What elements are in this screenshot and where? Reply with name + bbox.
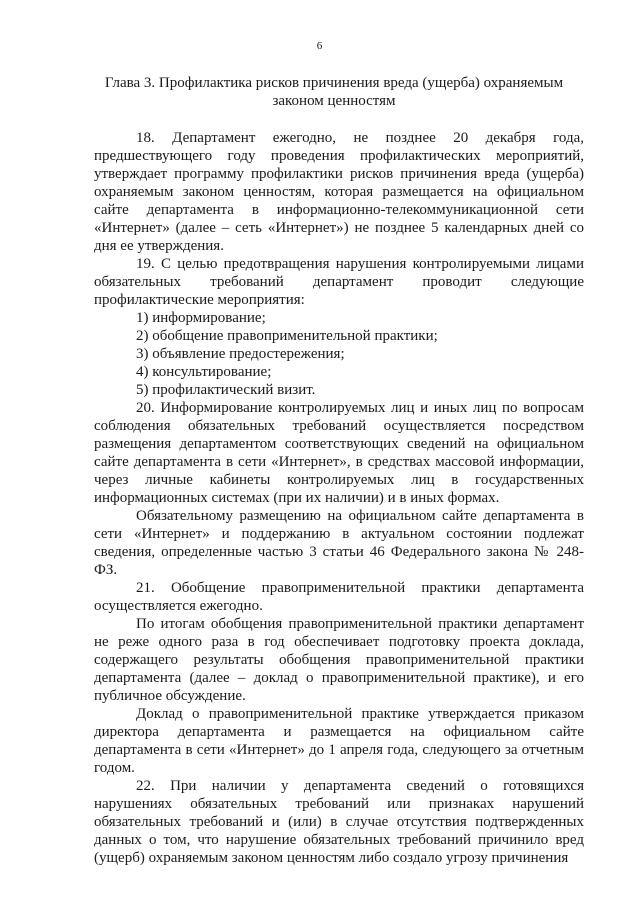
- page-number: 6: [316, 40, 323, 52]
- paragraph-22: 22. При наличии у департамента сведений о готовящихся нарушениях обязательных требований или признаках нарушений обязательных требований и (или) в случае отсутствия подтвержденных данных о том, что нарушение обязательных требований причинило вред (ущерб) охраняемым законом ценностям либо создало угрозу причинения: [94, 778, 584, 866]
- chapter-title: Глава 3. Профилактика рисков причинения вреда (ущерба) охраняемым законом ценностям: [104, 75, 564, 109]
- paragraph-20: 20. Информирование контролируемых лиц и иных лиц по вопросам соблюдения обязательных требований осуществляется посредством размещения департаментом соответствующих сведений на официальном сайте департамента в сети «Интернет», в средствах массовой информации, через личные кабинеты контролируемых лиц в государственных информационных системах (при их наличии) и в иных формах.: [94, 400, 584, 506]
- list-item: 5) профилактический визит.: [136, 382, 316, 398]
- list-item: 4) консультирование;: [136, 364, 272, 380]
- paragraph-21-report-preparation: По итогам обобщения правоприменительной практики департамент не реже одного раза в год обеспечивает подготовку проекта доклада, содержащего результаты обобщения правоприменительной практики департамента (далее – доклад о правоприменительной практике), и его публичное обсуждение.: [94, 616, 584, 704]
- paragraph-20-mandatory-publication: Обязательному размещению на официальном сайте департамента в сети «Интернет» и поддержанию в актуальном состоянии подлежат сведения, определенные частью 3 статьи 46 Федерального закона № 248-ФЗ.: [94, 508, 584, 578]
- preventive-measures-list: [94, 309, 584, 399]
- paragraph-18: 18. Департамент ежегодно, не позднее 20 декабря года, предшествующего году проведения профилактических мероприятий, утверждает программу профилактики рисков причинения вреда (ущерба) охраняемым законом ценностям, которая размещается на официальном сайте департамента в информационно-телекоммуникационной сети «Интернет» (далее – сеть «Интернет») не позднее 5 календарных дней со дня ее утверждения.: [94, 130, 584, 254]
- list-item: 2) обобщение правоприменительной практики;: [136, 328, 438, 344]
- paragraph-19: 19. С целью предотвращения нарушения контролируемыми лицами обязательных требований департамент проводит следующие профилактические мероприятия:: [94, 256, 584, 308]
- list-item: 3) объявление предостережения;: [136, 346, 345, 362]
- list-item: 1) информирование;: [136, 310, 266, 326]
- paragraph-21-report-approval: Доклад о правоприменительной практике утверждается приказом директора департамента и размещается на официальном сайте департамента в сети «Интернет» до 1 апреля года, следующего за отчетным годом.: [94, 706, 584, 776]
- document-body: [94, 129, 584, 867]
- paragraph-21: 21. Обобщение правоприменительной практики департамента осуществляется ежегодно.: [94, 580, 584, 614]
